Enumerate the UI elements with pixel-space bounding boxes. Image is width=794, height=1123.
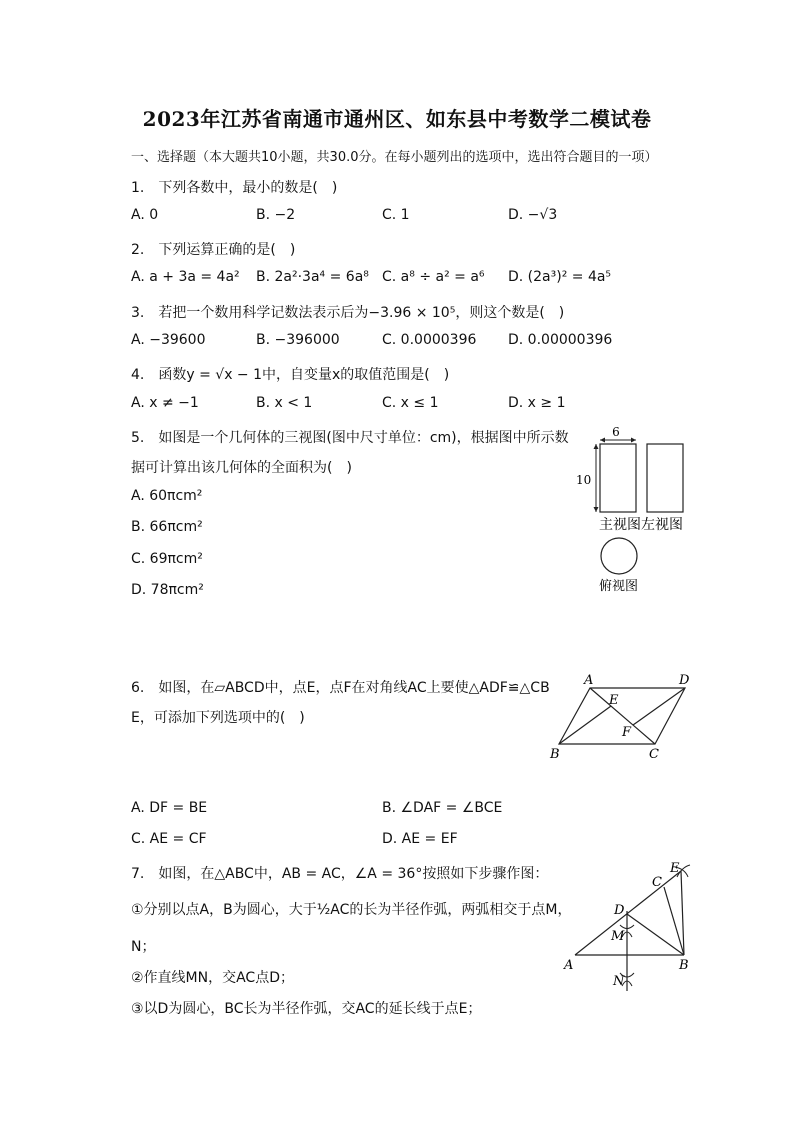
- front-side-view-label: 主视图左视图: [599, 517, 683, 533]
- q3-option-c: C. 0.0000396: [382, 332, 477, 348]
- label-b: B: [550, 747, 560, 762]
- q6-option-b: B. ∠DAF = ∠BCE: [382, 800, 503, 816]
- segment-bd: [627, 914, 684, 955]
- q4-option-a: A. x ≠ −1: [131, 395, 199, 411]
- dim-arrow-up: [594, 444, 599, 449]
- front-view-rect: [600, 444, 636, 512]
- label-e: E: [609, 693, 619, 708]
- triangle-construction-figure: [560, 855, 700, 995]
- section-heading: 一、选择题（本大题共10小题，共30.0分。在每小题列出的选项中，选出符合题目的一项）: [131, 150, 658, 165]
- question-7-step1-line1: ①分别以点A，B为圆心，大于½AC的长为半径作弧，两弧相交于点M，: [131, 902, 572, 918]
- parallelogram-figure: [545, 670, 700, 765]
- question-7-step1-line2: N；: [131, 939, 156, 955]
- label-m: M: [611, 929, 625, 944]
- q2-option-b: B. 2a²·3a⁴ = 6a⁸: [256, 269, 369, 285]
- q1-option-b: B. −2: [256, 207, 296, 223]
- q2-option-a: A. a + 3a = 4a²: [131, 269, 240, 285]
- segment-be: [681, 871, 684, 955]
- label-c: C: [649, 747, 659, 762]
- q4-option-d: D. x ≥ 1: [508, 395, 566, 411]
- page-title: 2023年江苏省南通市通州区、如东县中考数学二模试卷: [142, 107, 652, 131]
- label-d: D: [614, 903, 625, 918]
- q6-option-c: C. AE = CF: [131, 831, 207, 847]
- question-5-stem-line2: 据可计算出该几何体的全面积为( ): [131, 460, 352, 476]
- question-6-stem-line2: E，可添加下列选项中的( ): [131, 710, 305, 726]
- segment-df: [633, 688, 685, 725]
- label-d: D: [679, 673, 690, 688]
- q1-option-c: C. 1: [382, 207, 410, 223]
- dim-arrow-down: [594, 507, 599, 512]
- segment-bc: [664, 887, 684, 955]
- question-7-step3: ③以D为圆心，BC长为半径作弧，交AC的延长线于点E；: [131, 1001, 482, 1017]
- q3-option-a: A. −39600: [131, 332, 206, 348]
- q3-option-d: D. 0.00000396: [508, 332, 613, 348]
- side-view-rect: [647, 444, 683, 512]
- q6-option-a: A. DF = BE: [131, 800, 208, 816]
- q1-option-a: A. 0: [131, 207, 159, 223]
- three-view-figure: [570, 420, 700, 600]
- segment-be: [559, 706, 611, 744]
- question-6-stem-line1: 6. 如图，在▱ABCD中，点E，点F在对角线AC上要使△ADF≌△CB: [131, 680, 550, 696]
- top-view-circle: [601, 538, 637, 574]
- label-e: E: [670, 861, 680, 876]
- q5-option-b: B. 66πcm²: [131, 519, 203, 535]
- dim-arrow-left: [600, 438, 605, 443]
- question-7-stem: 7. 如图，在△ABC中，AB = AC，∠A = 36°按照如下步骤作图：: [131, 866, 549, 882]
- label-a: A: [584, 673, 594, 688]
- q4-option-c: C. x ≤ 1: [382, 395, 439, 411]
- q5-option-d: D. 78πcm²: [131, 582, 204, 598]
- dim-arrow-right: [631, 438, 636, 443]
- question-7-step2: ②作直线MN，交AC点D；: [131, 970, 294, 986]
- question-5-stem-line1: 5. 如图是一个几何体的三视图(图中尺寸单位：cm)，根据图中所示数: [131, 430, 569, 446]
- question-3-stem: 3. 若把一个数用科学记数法表示后为−3.96 × 10⁵，则这个数是( ): [131, 305, 565, 321]
- label-b: B: [679, 958, 689, 973]
- q1-option-d: D. −√3: [508, 207, 558, 223]
- dim-width-label: 6: [612, 425, 620, 439]
- q5-option-c: C. 69πcm²: [131, 551, 203, 567]
- q4-option-b: B. x < 1: [256, 395, 313, 411]
- top-view-label: 俯视图: [599, 579, 639, 594]
- q5-option-a: A. 60πcm²: [131, 488, 203, 504]
- q3-option-b: B. −396000: [256, 332, 340, 348]
- dim-height-label: 10: [576, 473, 592, 487]
- label-n: N: [613, 974, 625, 989]
- segment-ae: [575, 871, 681, 955]
- q6-option-d: D. AE = EF: [382, 831, 458, 847]
- label-a: A: [564, 958, 574, 973]
- question-2-stem: 2. 下列运算正确的是( ): [131, 242, 296, 258]
- question-1-stem: 1. 下列各数中，最小的数是( ): [131, 180, 338, 196]
- question-4-stem: 4. 函数y = √x − 1中，自变量x的取值范围是( ): [131, 367, 450, 383]
- label-c: C: [652, 875, 662, 890]
- label-f: F: [622, 725, 632, 740]
- q2-option-c: C. a⁸ ÷ a² = a⁶: [382, 269, 485, 285]
- q2-option-d: D. (2a³)² = 4a⁵: [508, 269, 612, 285]
